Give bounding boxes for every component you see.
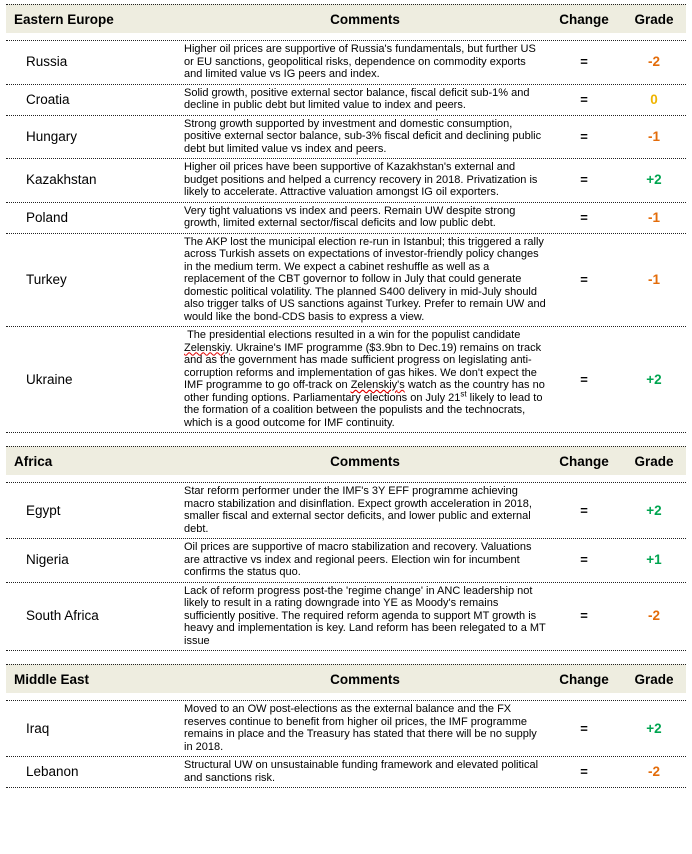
country-cell: Ukraine: [26, 371, 73, 387]
table-row: [6, 234, 686, 328]
comments-column-header: Comments: [330, 453, 400, 469]
table-row: [6, 701, 686, 757]
change-column-header: Change: [559, 11, 609, 27]
country-cell: Kazakhstan: [26, 172, 97, 188]
comment-cell: Moved to an OW post-elections as the external balance and the FX reserves continue to benefit from higher oil prices, the IMF programme remains in place and the Treasury has stated that there will be no supply in 2018.: [184, 703, 540, 753]
grade-cell: +2: [646, 371, 662, 387]
table-row: [6, 583, 686, 652]
section-header-row: [6, 664, 686, 693]
change-cell: =: [580, 552, 588, 568]
grade-cell: -1: [647, 209, 660, 225]
section-title: Africa: [14, 453, 53, 469]
ordinal-superscript: st: [460, 388, 467, 398]
table-row: [6, 41, 686, 85]
comment-cell: The presidential elections resulted in a win for the populist candidate Zelenskiy. Ukraine's IMF programme ($3.9bn to Dec.19) remains on track and as the government has made sufficient progress on legislating anti-corruption reforms and implementation of gas hikes. We don't expect the IMF programme to go off-track on Zelenskiy's watch as the country has no other funding options. Parliamentary elections on July 21st likely to lead to the formation of a coalition between the populists and the technocrats, which is a good outcome for IMF continuity.: [184, 329, 548, 429]
grade-cell: -2: [647, 608, 660, 624]
region-section: [6, 446, 686, 651]
country-cell: Hungary: [26, 128, 78, 144]
ratings-table-document: [6, 4, 686, 788]
comments-column-header: Comments: [330, 11, 400, 27]
grade-cell: +1: [646, 552, 662, 568]
table-row: [6, 116, 686, 160]
header-spacer: [6, 693, 686, 701]
spellcheck-underline: Zelenskiy: [184, 341, 230, 354]
grade-cell: -1: [647, 128, 660, 144]
change-cell: =: [580, 128, 588, 144]
change-cell: =: [580, 720, 588, 736]
comment-cell: Oil prices are supportive of macro stabilization and recovery. Valuations are attractive vs index and regional peers. Election win for incumbent confirms the status quo.: [184, 541, 535, 578]
spellcheck-underline: Zelenskiy: [350, 379, 398, 391]
table-row: [6, 327, 686, 433]
comment-cell: Strong growth supported by investment and domestic consumption, positive external sector balance, sub-3% fiscal deficit and declining public debt but limited value vs index and peers.: [184, 117, 545, 155]
grade-cell: +2: [646, 172, 662, 188]
grade-cell: -2: [647, 54, 660, 70]
comment-cell: Structural UW on unsustainable funding framework and elevated political and sanctions risk.: [184, 759, 542, 784]
country-cell: Croatia: [26, 91, 70, 107]
region-section: [6, 4, 686, 433]
comment-cell: Solid growth, positive external sector balance, fiscal deficit sub-1% and decline in public debt but limited value to index and peers.: [184, 86, 533, 111]
country-cell: Russia: [26, 54, 68, 70]
change-cell: =: [580, 172, 588, 188]
table-row: [6, 85, 686, 116]
change-cell: =: [580, 371, 588, 387]
grade-column-header: Grade: [634, 453, 674, 469]
section-header-row: [6, 4, 686, 33]
comment-cell: Very tight valuations vs index and peers. Remain UW despite strong growth, limited external sector/fiscal deficits and low public debt.: [184, 204, 519, 229]
change-cell: =: [580, 502, 588, 518]
header-spacer: [6, 475, 686, 483]
comment-cell: The AKP lost the municipal election re-run in Istanbul; this triggered a rally across Turkish assets on expectations of investor-friendly policy changes in the medium term. We expect a cabinet reshuffle as well as a replacement of the CBT governor to follow in July that could generate domestic political volatility. The planned S400 delivery in mid-July should also trigger talks of US sanctions against Turkey. Prefer to remain UW and would like the bond-CDS basis to express a view.: [184, 235, 549, 323]
comment-cell: Star reform performer under the IMF's 3Y EFF programme achieving macro stabilization and disinflation. Expect growth acceleration in 2018, smaller fiscal and external sector deficits, and lower public and external debt.: [184, 485, 535, 535]
table-row: [6, 539, 686, 583]
comment-cell: Lack of reform progress post-the 'regime change' in ANC leadership not likely to result in a rating downgrade into YE as Moody's remains sufficiently positive. The required reform agenda to support MT growth is heavy and implementation is key. Land reform has been relegated to a MT issue: [184, 584, 549, 647]
change-cell: =: [580, 209, 588, 225]
comment-cell: Higher oil prices have been supportive of Kazakhstan's external and budget positions and helped a currency recovery in 2018. Privatization is likely to accelerate. Attractive valuation amongst IG oil exporters.: [184, 161, 541, 198]
grade-cell: -1: [647, 271, 660, 287]
change-cell: =: [580, 764, 588, 779]
change-cell: =: [580, 91, 588, 107]
change-column-header: Change: [559, 671, 609, 687]
country-cell: Poland: [26, 209, 69, 225]
grade-cell: 0: [650, 91, 658, 107]
country-cell: South Africa: [26, 608, 99, 624]
spellcheck-underline: Zelenskiy's: [350, 379, 405, 391]
table-row: [6, 159, 686, 203]
grade-cell: +2: [646, 502, 662, 518]
section-header-row: [6, 446, 686, 475]
change-cell: =: [580, 608, 588, 624]
country-cell: Egypt: [26, 502, 61, 518]
table-row: [6, 203, 686, 234]
header-spacer: [6, 33, 686, 41]
change-cell: =: [580, 271, 588, 287]
comments-column-header: Comments: [330, 671, 400, 687]
change-column-header: Change: [559, 453, 609, 469]
country-cell: Iraq: [26, 720, 50, 736]
section-title: Eastern Europe: [14, 11, 114, 27]
grade-column-header: Grade: [634, 671, 674, 687]
country-cell: Nigeria: [26, 552, 69, 568]
country-cell: Lebanon: [26, 764, 79, 779]
grade-cell: +2: [646, 720, 662, 736]
country-cell: Turkey: [26, 271, 67, 287]
table-row: [6, 483, 686, 539]
table-row: [6, 757, 686, 788]
comment-cell: Higher oil prices are supportive of Russia's fundamentals, but further US or EU sanctions, geopolitical risks, dependence on commodity exports and limited value vs IG peers and index.: [184, 43, 539, 80]
section-title: Middle East: [14, 671, 90, 687]
grade-cell: -2: [647, 764, 660, 779]
change-cell: =: [580, 54, 588, 70]
region-section: [6, 664, 686, 788]
grade-column-header: Grade: [634, 11, 674, 27]
